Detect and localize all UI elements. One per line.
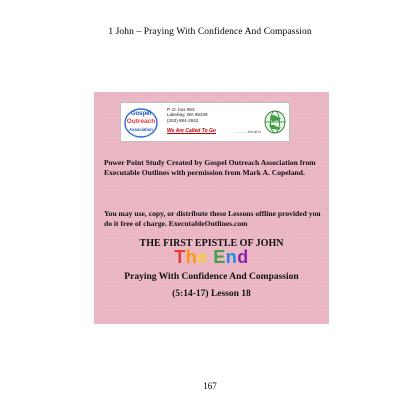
the-end-letter: n <box>225 247 238 267</box>
page-header: 1 John – Praying With Confidence And Compassion <box>108 27 312 37</box>
globe-icon <box>264 110 286 134</box>
lesson-reference: (5:14-17) Lesson 18 <box>172 289 251 299</box>
gospel-outreach-logo <box>124 106 158 138</box>
motto-text: We Are Called To Go <box>167 128 216 134</box>
the-end-letter: d <box>237 247 249 267</box>
address-line: Lakebay, WA 98349 <box>167 112 208 118</box>
phone-number: (253) 884-2642 <box>167 117 199 123</box>
the-end-letter: h <box>185 247 198 267</box>
usage-paragraph: You may use, copy, or distribute these Lessons offline provided you do it free of charge. ExecutableOutlines.com <box>104 209 321 228</box>
the-end-letter: E <box>213 247 226 267</box>
page-number: 167 <box>203 381 217 391</box>
the-end-title <box>94 247 329 268</box>
epistle-title: THE FIRST EPISTLE OF JOHN <box>139 238 284 249</box>
address-line: P. O. box 953 <box>167 107 195 112</box>
the-end-letter: T <box>174 247 186 267</box>
logo-word-1: Gospel <box>130 111 152 117</box>
slide-image <box>94 92 329 324</box>
lesson-subtitle: Praying With Confidence And Compassion <box>124 272 299 282</box>
banner-link-text: ...............but all to <box>234 130 261 134</box>
credit-paragraph: Power Point Study Created by Gospel Outreach Association from Executable Outlines with permission from Mark A. Copeland. <box>104 158 316 177</box>
mailing-address <box>167 107 208 123</box>
the-end-letter: e <box>197 247 208 267</box>
organization-banner <box>120 102 290 142</box>
logo-word-3: Association <box>129 127 153 132</box>
logo-word-2: Outreach <box>126 118 156 125</box>
